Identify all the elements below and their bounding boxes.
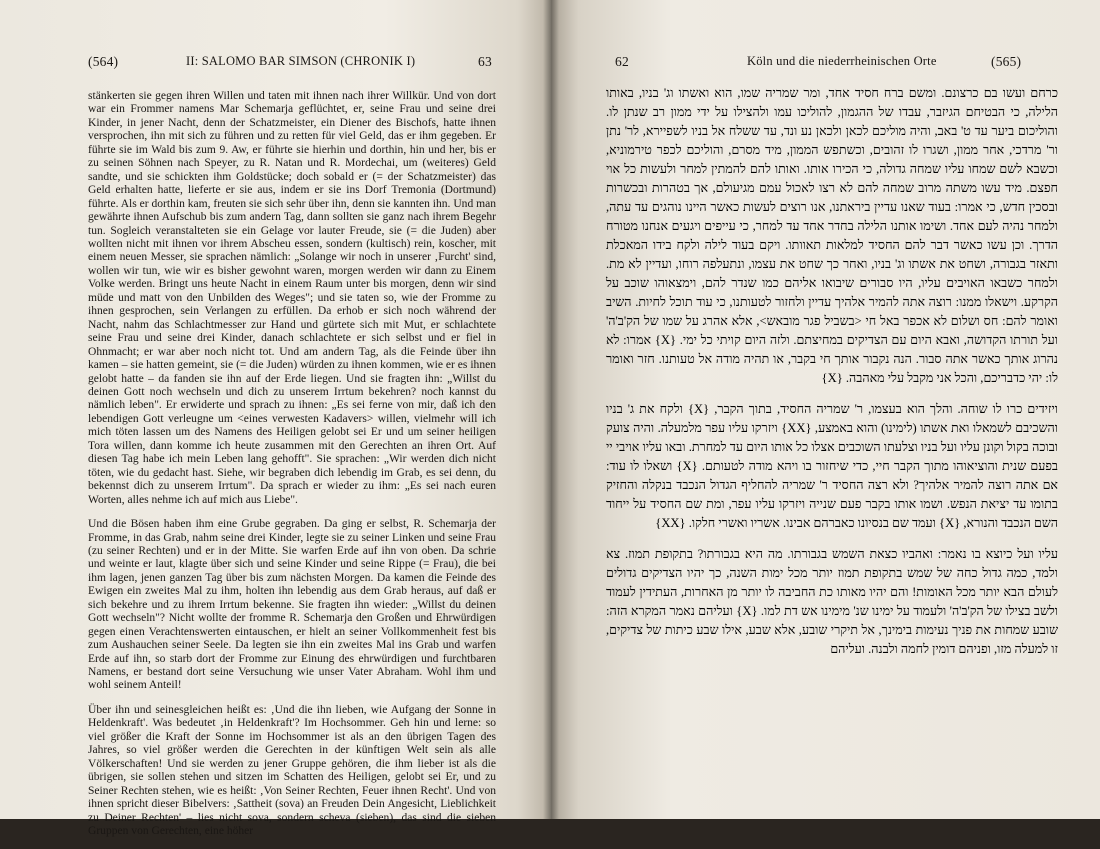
- book-gutter: [543, 0, 559, 819]
- left-folio: 63: [478, 54, 492, 69]
- paragraph: ויזידים כרו לו שוחה. והלך הוא בעצמו, ר' שמריה החסיד, בתוך הקבר, {X} ולקח את ג' בניו והשכיבם לשמאלו ואת אשתו (לימינו) והוא באמצע, {XX} ויזרקו עליו עפר מלמעלה. והיה צועק ובוכה בקול וקונן עליו ועל בניו וצלעתו השוכבים אצלו כל אותו היום עד למחרת. ובאו עליו אויבי יי בפעם שנית והוציאוהו מתוך הקבר חיי, כדי שיחזור בו ויהא מודה לטעותם. {X} ושאלו לו עוד: אם אתה רוצה להמיר אלהיך? ולא רצה החסיד ר' שמריה להחליף הגדול הנכבד בנקלה והחזיק בתומו עד יציאת הנפש. ושמו אותו בקבר פעם שנייה ויזרקו עליו עפר, ומת שם החסיד על ייחוד השם הנכבד והנורא, {X} ועמד שם בנסיונו כאברהם אבינו. אשריו ואשרי חלקו. {XX}: [606, 402, 1058, 530]
- paragraph: Über ihn und seinesgleichen heißt es: ‚Und die ihn lieben, wie Aufgang der Sonne in Heldenkraft'. Was bedeutet ‚in Heldenkraft'? Im Hochsommer. Geh hin und lerne: so viel größer die Kraft der Sonne im Hochsommer ist als an den übrigen Tagen des Jahres, so viel größer werden die Gerechten in der künftigen Welt sein als alle Völkerschaften! Und sie werden zu jener Gruppe gehören, die ihm lieber ist als die übrigen, sie sollen stehen und sitzen im Schatten des Heiligen, gelobt sei Er, und zu Seiner Rechten stehen, wie es heißt: ‚Von Seiner Rechten, Feuer ihnen Recht'. Und von ihnen spricht dieser Bibelvers: ‚Sattheit (sova) an Freuden Dein Angesicht, Lieblichkeit zu Deiner Rechten' – lies nicht sova, sondern scheva (sieben), das sind die sieben Gruppen von Gerechten, eine höher: [88, 703, 496, 838]
- right-text-block: [606, 84, 1058, 659]
- left-page-number: (564): [88, 54, 119, 69]
- right-folio: 62: [615, 54, 629, 69]
- paragraph: stänkerten sie gegen ihren Willen und taten mit ihnen nach ihrer Willkür. Und von dort war ein Frommer namens Mar Schemarja geflüchtet, er, seine Frau und seine drei Kinder, in jener Nacht, denn der Schatzmeister, ein Diener des Bischofs, hatte ihnen versprochen, ihn mit sich zu führen und zu retten für viel Geld, das er ihm gegeben. Er führte sie im Wald bis zum 9. Aw, er führte sie hierhin und dorthin, hin und her, bis er zu seinen Söhnen nach Speyer, zu R. Natan und R. Mordechai, um (weiteres) Geld sandte, und sie schickten ihm Goldstücke; doch sobald er (= der Schatzmeister) das Geld erhalten hatte, lieferte er sie aus, indem er sie ins Dorf Tremonia (Dortmund) führte. Als er dorthin kam, freuten sie sich sehr über ihn, denn sie kannten ihn. Und man gewährte ihnen Aufschub bis zum andern Tag, dann sollten sie ganz nach ihrem Begehr tun. Sogleich veranstalteten sie ein Gelage vor lauter Freude, sie (= die Juden) aber wollten nicht mit ihnen vor ihrem Abscheu essen, sondern (kultisch) rein, koscher, mit einem neuen Messer, sie sprachen nämlich: „Solange wir noch in unserer ‚Furcht' sind, wollen wir tun, wie wir es bisher gewohnt waren, morgen werden wir dann zu Einem Volke werden. Bringt uns heute Nacht in einem Raum unter bis morgen, denn wir sind müde und matt von den Unbilden des Weges"; und sie taten so, wie der Fromme zu ihnen gesprochen, sein Verlangen zu erfüllen. Da erhob er sich noch während der Nacht, nahm das Schlachtmesser zur Hand und gürtete sich mit Mut, er schlachtete seine Frau und seine drei Kinder, danach schlachtete er sich selbst und er fiel in Ohnmacht; er war aber noch nicht tot. Und am andern Tag, als die Feinde über ihn kamen – sie hatten gemeint, sie (= die Juden) würden zu ihnen kommen, wie er es ihnen gelobt hatte – da fanden sie ihn auf der Erde liegen. Und sie fragten ihn: „Willst du deinen Gott noch wechseln und dich zu unserem Irrtum bekehren? noch kannst du nämlich leben". Er erwiderte und sprach zu ihnen: „Es sei ferne von mir, daß ich den lebendigen Gott verleugne um <eines verwesten Kadavers> willen, vielmehr will ich mich töten lassen um des Namens des Heiligen gelobt sei Er und um seiner heiligen Tora willen, dann komme ich heute zusammen mit den Gerechten an ihren Ort. Auf diesen Tag habe ich mein Leben lang gehofft". Sie sprachen: „Wir werden dich nicht töten, wie du gedacht hast. Siehe, wir begraben dich lebendig im Grab, es sei denn, du bekennst dich zu unserem Irrtum". Da sprach er wieder zu ihm: „Es sei nach euren Worten, alles nehme ich auf mich aus Liebe".: [88, 90, 496, 506]
- paragraph: עליו ועל כיוצא בו נאמר: ואהביו כצאת השמש בגבורתו. מה היא בגבורתו? בתקופת תמוז. צא ולמד, כמה גדול כחה של שמש בתקופת תמוז יותר מכל ימות השנה, כך יהיו הצדיקים גדולים לעולם הבא יותר מכל האומות! והם יהיו מאותו כת החביבה לו יותר מן האחרות, העתידין לעמוד ולשב בצילו של הק'ב'ה' ולעמוד על ימינו שנ' מימינו אש דת למו. {X} ועליהם נאמר המקרא הזה: שובע שמחות את פניך נעימות בימינך, אל תיקרי שובע, אלא שבע, אילו שבע כיתות של צדיקים, זו למעלה מזו, ופניהם דומין לחמה ולבנה. ועליהם: [606, 547, 1058, 656]
- paragraph: כרחם ועשו בם כרצונם. ומשם ברח חסיד אחד, ומר שמריה שמו, הוא ואשתו וג' בניו, באותו הלילה, כי הבטיחם הגיזבר, עבדו של ההגמון, להוליכו עמו ולהצילו על ידי ממון רב שנתן לו. והוליכום ביער עד ט' באב, והיה מוליכם לכאן ולכאן נע ונד, עד ששלח אל בניו לשפיירא, לר' נתן ור' מרדכי, אחר ממון, ושגרו לו זהובים, וכשתפש הממון, מיד מסרם, והוליכם לכפר טירמוניא, וכשבא לשם שמחו עליו שמחה גדולה, כי הכירו אותו. ואותו להם להמתין למחר ולעשות כל אוי חפצם. מיד עשו משתה מרוב שמחה להם לא רצו לאכול עמם מגיעולם, אך בטהרות ובכשרות ובסכין חדש, כי אמרו: בעוד שאנו עדיין ביראתנו, אנו רוצים לעשות כאשר היינו נוהגים עד עתה, ולמחר נהיה לעם אחד. ושימו אותנו הלילה בחדר אחד עד למחר, כי עייפים ויגעים אנחנו מטורח הדרך. וכן עשו כאשר דבר להם החסיד למלאות תאוותו. ויקם בעוד לילה ולקח בידו המאכלת ותאזר בגבורה, ושחט את אשתו וג' בניו, ואחר כך שחט את עצמו, ונתעלפה רוחו, ועדיין לא מת. ולמחר כשבאו האויבים עליו, היו סבורים שיבואו אליהם כמו שנדר להם, וימצאוהו שוכב על הקרקע. וישאלו ממנו: רוצה אתה להמיר אלהיך עדיין ולחזור לטעותנו, כי עוד תוכל לחיות. השיב ואומר להם: חס ושלום לא אכפר באל חי <בשביל פגר מובאש>, אלא אהרג על שמו של הק'ב'ה' ועל תורתו הקדושה, ואבא היום עם הצדיקים במחיצתם. ולזה היום קויתי כל ימי. {X} אמרו: לא נהרוג אותך כאשר אתה סבור. הנה נקבור אותך חי בקבר, או תהיה מודה אל טעותנו. חזר ואומר לו: יהי כדבריכם, והכל אני מקבל עלי מאהבה. {X}: [606, 86, 1058, 385]
- right-running-title: Köln und die niederrheinischen Orte: [747, 54, 937, 68]
- left-running-title: II: SALOMO BAR SIMSON (CHRONIK I): [186, 54, 416, 68]
- left-text-block: [88, 90, 496, 849]
- right-page-number: (565): [991, 54, 1022, 69]
- paragraph: Und die Bösen haben ihm eine Grube gegraben. Da ging er selbst, R. Schemarja der Fromme, in das Grab, nahm seine drei Kinder, legte sie zu seiner Linken und seine Frau (zu seiner Rechten) und er in der Mitte. Sie warfen Erde auf ihn von oben. Da schrie und weinte er laut, klagte über sich und seine Kinder und seine Rippe (= Frau), die bei ihm lagen, jenen ganzen Tag über bis zum nächsten Morgen. Da kamen die Feinde des Ewigen ein zweites Mal zu ihm, holten ihn lebendig aus dem Grab heraus, auf daß er sich bekehre und zu ihrem Irrtum bekenne. Sie fragten ihn wieder: „Willst du deinen Gott wechseln"? Nicht wollte der fromme R. Schemarja den Großen und Ehrwürdigen gegen einen Verachtenswerten eintauschen, er hielt an seiner Vollkommenheit fest bis zum Aushauchen seiner Seele. Da legten sie ihn ein zweites Mal ins Grab und warfen Erde auf ihn, so starb dort der Fromme zur Einung des ehrwürdigen und furchtbaren Namens, er bestand dort seine Versuchung wie unser Vater Abraham. Wohl ihm und wohl seinem Anteil!: [88, 518, 496, 692]
- left-page: [0, 0, 551, 838]
